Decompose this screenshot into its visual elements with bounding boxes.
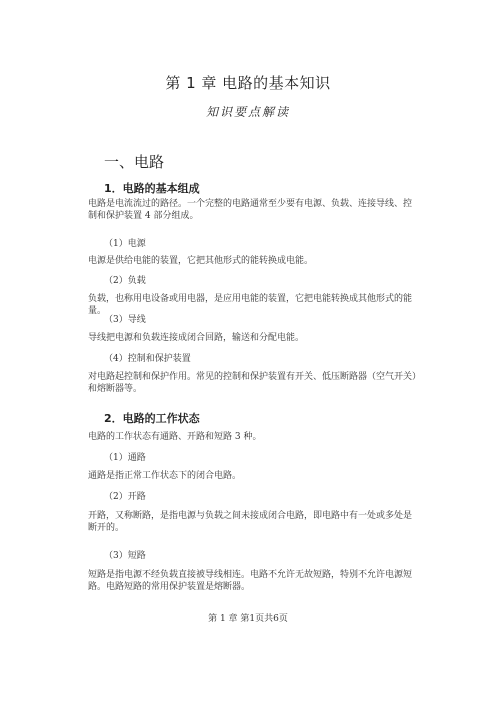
item-text-load: 负载，也称用电设备或用电器，是应用电能的装置，它把电能转换成其他形式的能量。: [88, 294, 413, 316]
item-label-short-circuit: （3）短路: [104, 551, 146, 561]
chapter-title: 第 1 章 电路的基本知识: [165, 74, 331, 92]
item-label-load: （2）负载: [104, 276, 146, 286]
item-text-power: 电源是供给电能的装置，它把其他形式的能转换成电能。: [88, 256, 314, 266]
paragraph-composition-intro: 电路是电流流过的路径。一个完整的电路通常至少要有电源、负载、连接导线、控制和保护装置 4 部分组成。: [88, 199, 413, 221]
item-text-short-circuit: 短路是指电源不经负载直接被导线相连。电路不允许无故短路，特别不允许电源短路。电路短路的常用保护装置是熔断器。: [88, 570, 413, 592]
item-label-power: （1）电源: [104, 239, 146, 249]
item-label-closed-circuit: （1）通路: [104, 453, 146, 463]
item-text-control: 对电路起控制和保护作用。常见的控制和保护装置有开关、低压断路器（空气开关）和熔断器等。: [88, 372, 417, 394]
page-footer: 第 1 章 第1页共6页: [208, 614, 288, 624]
item-text-open-circuit: 开路，又称断路，是指电源与负载之间未接成闭合电路，即电路中有一处或多处是断开的。: [88, 511, 413, 533]
section-heading: 一、电路: [104, 153, 165, 171]
paragraph-states-intro: 电路的工作状态有通路、开路和短路 3 种。: [88, 432, 262, 442]
item-label-open-circuit: （2）开路: [104, 492, 146, 502]
subsection-heading-composition: 1．电路的基本组成: [104, 182, 200, 195]
chapter-subtitle: 知识要点解读: [205, 105, 290, 119]
item-label-wire: （3）导线: [104, 315, 146, 325]
item-text-closed-circuit: 通路是指正常工作状态下的闭合电路。: [88, 471, 242, 481]
item-label-control: （4）控制和保护装置: [104, 354, 191, 364]
item-text-wire: 导线把电源和负载连接成闭合回路，输送和分配电能。: [88, 333, 305, 343]
subsection-heading-states: 2．电路的工作状态: [104, 412, 200, 425]
